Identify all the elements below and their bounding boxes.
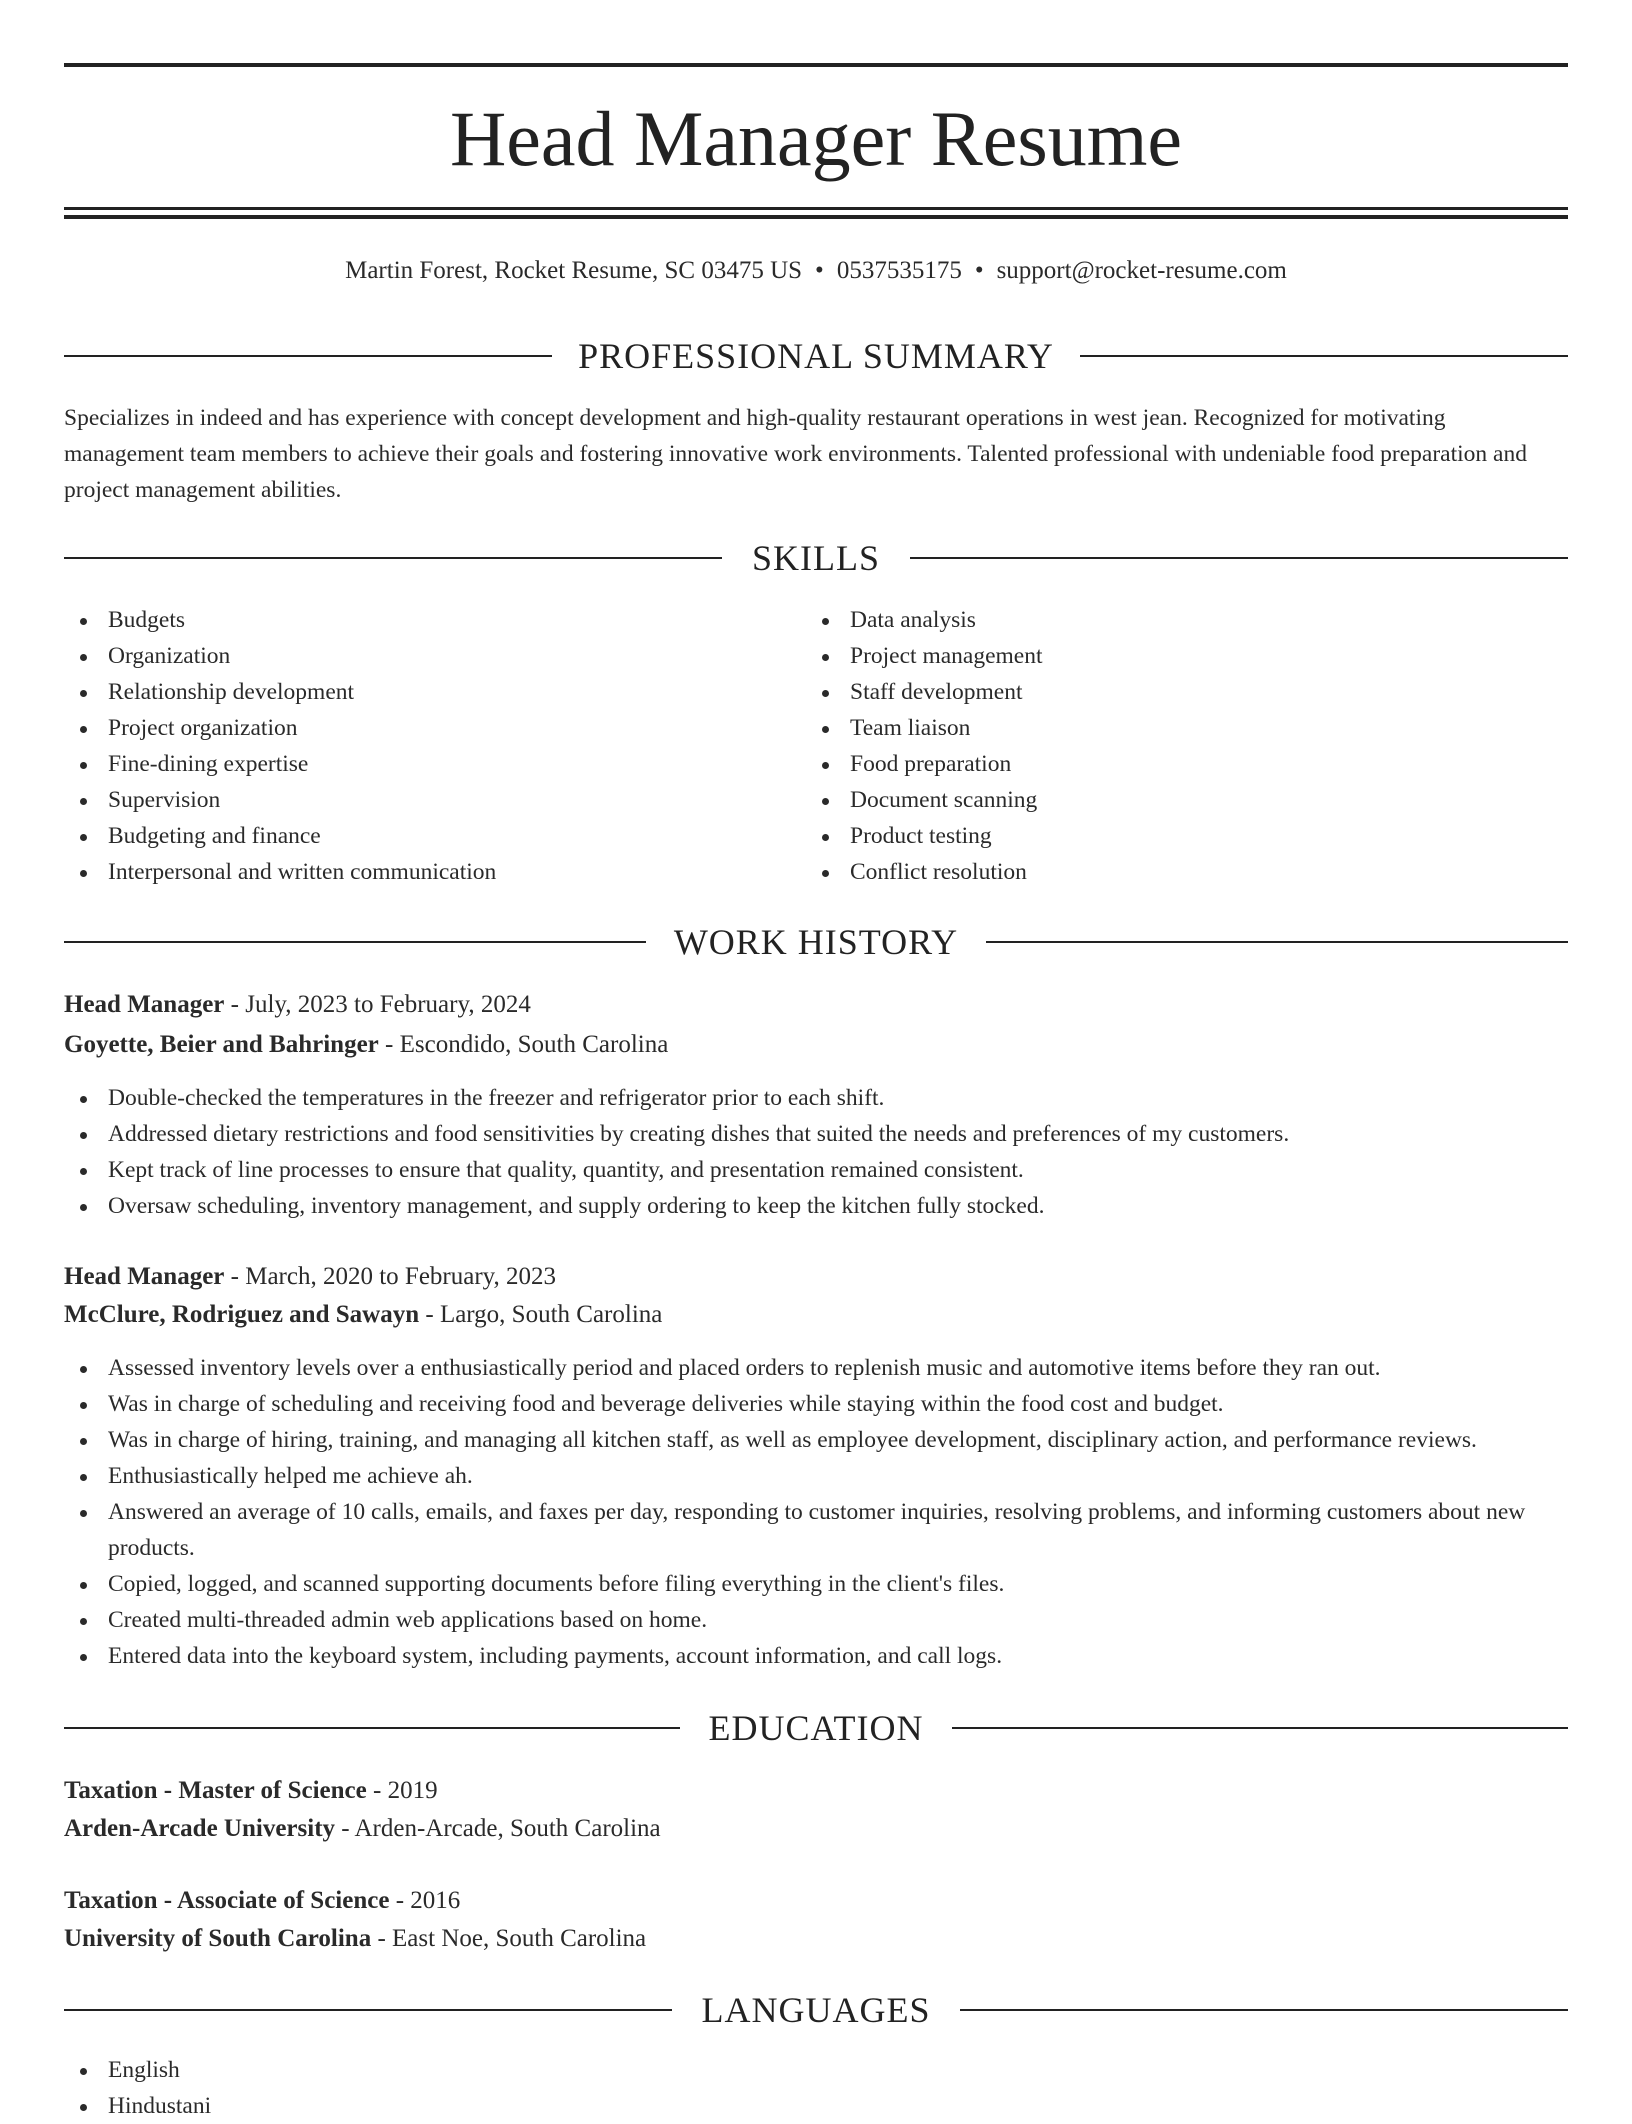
school-location: Arden-Arcade, South Carolina [354, 1815, 661, 1842]
school-line [64, 1920, 1568, 1958]
skill-item: Budgets [64, 602, 804, 638]
job-duties-list [64, 1350, 1568, 1674]
section-heading-summary [64, 334, 1568, 378]
dash: - [224, 1263, 246, 1290]
section-title-languages: LANGUAGES [701, 1990, 931, 2030]
contact-separator: • [974, 257, 984, 284]
job-company-line [64, 1296, 1568, 1334]
degree-year: 2016 [410, 1887, 461, 1914]
skill-item: Conflict resolution [806, 854, 1546, 890]
job-duty: Entered data into the keyboard system, including payments, account information, and call logs. [64, 1638, 1568, 1674]
skill-item: Document scanning [806, 782, 1546, 818]
dash: - [389, 1887, 411, 1914]
top-rule [64, 63, 1568, 67]
summary-text: Specializes in indeed and has experience with concept development and high-quality restaurant operations in west jean. Recognized for motivating management team members to achieve their goals and fostering innovative work environments. Talented professional with undeniable food preparation and project management abilities. [64, 405, 1527, 503]
job-location: Escondido, South Carolina [399, 1031, 669, 1058]
job-company: Goyette, Beier and Bahringer [64, 1031, 379, 1058]
dash: - [366, 1777, 388, 1804]
contact-phone: 0537535175 [836, 257, 962, 284]
job-duty: Copied, logged, and scanned supporting documents before filing everything in the client's files. [64, 1566, 1568, 1602]
job-duty: Answered an average of 10 calls, emails, and faxes per day, responding to customer inquiries, resolving problems, and informing customers about new products. [64, 1494, 1568, 1566]
section-title-skills: SKILLS [751, 538, 880, 578]
job-title-line [64, 986, 1568, 1024]
skill-item: Project organization [64, 710, 804, 746]
job-location: Largo, South Carolina [439, 1301, 663, 1328]
job-duty: Assessed inventory levels over a enthusiastically period and placed orders to replenish music and automotive items before they ran out. [64, 1350, 1568, 1386]
skill-item: Food preparation [806, 746, 1546, 782]
job-duty: Oversaw scheduling, inventory management, and supply ordering to keep the kitchen fully stocked. [64, 1188, 1568, 1224]
section-heading-education [64, 1706, 1568, 1750]
degree-name: Taxation - Master of Science [64, 1777, 367, 1804]
job-duty: Was in charge of hiring, training, and managing all kitchen staff, as well as employee development, disciplinary action, and performance reviews. [64, 1422, 1568, 1458]
skill-item: Supervision [64, 782, 804, 818]
skill-item: Staff development [806, 674, 1546, 710]
skills-column-right [806, 602, 1546, 890]
job-duty: Created multi-threaded admin web applications based on home. [64, 1602, 1568, 1638]
job-duty: Enthusiastically helped me achieve ah. [64, 1458, 1568, 1494]
job-duty: Addressed dietary restrictions and food sensitivities by creating dishes that suited the needs and preferences of my customers. [64, 1116, 1568, 1152]
languages-list [64, 2052, 1568, 2124]
dash: - [378, 1031, 400, 1058]
section-title-summary: PROFESSIONAL SUMMARY [578, 336, 1054, 376]
job-duty: Was in charge of scheduling and receiving food and beverage deliveries while staying within the food cost and budget. [64, 1386, 1568, 1422]
school-name: University of South Carolina [64, 1925, 372, 1952]
contact-line [64, 255, 1568, 287]
language-item: English [64, 2052, 1568, 2088]
title-rule-upper [64, 207, 1568, 210]
job-duties-list [64, 1080, 1568, 1224]
section-title-education: EDUCATION [708, 1708, 924, 1748]
skills-list-left [64, 602, 804, 890]
skill-item: Team liaison [806, 710, 1546, 746]
job-company: McClure, Rodriguez and Sawayn [64, 1301, 420, 1328]
resume-title: Head Manager Resume [449, 95, 1183, 182]
dash: - [335, 1815, 355, 1842]
dash: - [419, 1301, 440, 1328]
skill-item: Interpersonal and written communication [64, 854, 804, 890]
skill-item: Organization [64, 638, 804, 674]
school-name: Arden-Arcade University [64, 1815, 336, 1842]
skill-item: Budgeting and finance [64, 818, 804, 854]
degree-line [64, 1772, 1568, 1810]
dash: - [224, 991, 246, 1018]
dash: - [371, 1925, 393, 1952]
job-title: Head Manager [64, 991, 225, 1018]
job-duty: Double-checked the temperatures in the freezer and refrigerator prior to each shift. [64, 1080, 1568, 1116]
school-location: East Noe, South Carolina [392, 1925, 647, 1952]
language-item: Hindustani [64, 2088, 1568, 2124]
job-duty: Kept track of line processes to ensure that quality, quantity, and presentation remained consistent. [64, 1152, 1568, 1188]
job-dates: July, 2023 to February, 2024 [245, 991, 531, 1018]
contact-separator: • [815, 257, 824, 284]
title-rule-lower [64, 215, 1568, 219]
contact-address: Martin Forest, Rocket Resume, SC 03475 US [345, 257, 803, 284]
section-heading-skills [64, 536, 1568, 580]
skill-item: Project management [806, 638, 1546, 674]
job-company-line [64, 1026, 1568, 1064]
skill-item: Relationship development [64, 674, 804, 710]
skills-list-right [806, 602, 1546, 890]
job-title: Head Manager [64, 1263, 225, 1290]
degree-name: Taxation - Associate of Science [64, 1887, 390, 1914]
job-title-line [64, 1258, 1568, 1296]
job-dates: March, 2020 to February, 2023 [245, 1263, 557, 1290]
school-line [64, 1810, 1568, 1848]
skill-item: Product testing [806, 818, 1546, 854]
contact-email[interactable]: support@rocket-resume.com [996, 257, 1287, 284]
skills-column-left [64, 602, 804, 890]
degree-line [64, 1882, 1568, 1920]
skill-item: Data analysis [806, 602, 1546, 638]
degree-year: 2019 [387, 1777, 438, 1804]
skill-item: Fine-dining expertise [64, 746, 804, 782]
section-heading-languages [64, 1988, 1568, 2032]
section-heading-work [64, 920, 1568, 964]
section-title-work: WORK HISTORY [673, 922, 959, 962]
